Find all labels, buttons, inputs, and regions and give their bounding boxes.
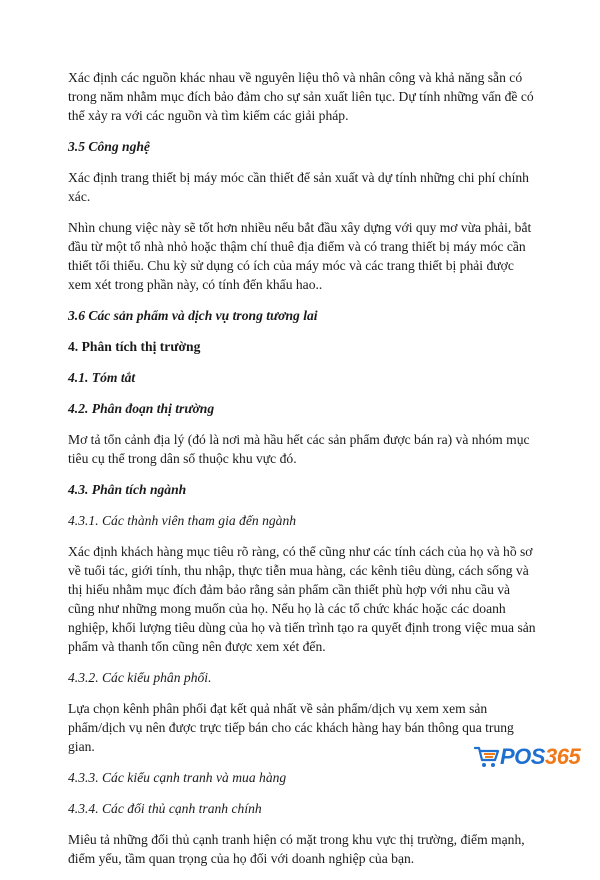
heading-4-3-3: 4.3.3. Các kiểu cạnh tranh và mua hàng bbox=[68, 770, 287, 785]
cart-icon bbox=[474, 745, 500, 769]
heading-4-3-2: 4.3.2. Các kiểu phân phối. bbox=[68, 670, 212, 685]
heading-4-3: 4.3. Phân tích ngành bbox=[68, 482, 187, 497]
paragraph-competitors: Miêu tả những đối thủ cạnh tranh hiện có mặt trong khu vực thị trường, điểm mạnh, điểm yếu, tầm quan trọng của họ đối với doanh nghiệp của bạn. bbox=[68, 832, 525, 866]
heading-4-3-1: 4.3.1. Các thành viên tham gia đến ngành bbox=[68, 513, 297, 528]
paragraph-equipment: Xác định trang thiết bị máy móc cần thiết để sản xuất và dự tính những chi phí chính xác. bbox=[68, 170, 529, 204]
pos365-logo bbox=[474, 743, 592, 771]
logo-text: POS bbox=[500, 744, 545, 769]
paragraph-distribution: Lựa chọn kênh phân phối đạt kết quả nhất về sản phẩm/dịch vụ xem xem sản phẩm/dịch vụ nên được trực tiếp bán cho các khách hàng hay bán thông qua trung gian. bbox=[68, 701, 514, 754]
logo-number: 365 bbox=[544, 744, 581, 769]
heading-4: 4. Phân tích thị trường bbox=[68, 339, 201, 354]
paragraph-scale: Nhìn chung việc này sẽ tốt hơn nhiều nếu bắt đầu xây dựng với quy mơ vừa phải, bắt đầu từ một tổ nhà nhỏ hoặc thậm chí thuê địa điểm và có trang thiết bị máy móc cần thiết tối thiểu. Chu kỳ sử dụng có ích của máy móc và các trang thiết bị phải được xem xét trong phần này, có tính đến khấu hao.. bbox=[68, 220, 532, 292]
heading-3-5: 3.5 Công nghệ bbox=[68, 139, 150, 154]
heading-4-1: 4.1. Tóm tắt bbox=[68, 370, 136, 385]
paragraph-resources: Xác định các nguồn khác nhau về nguyên liệu thô và nhân công và khả năng sẵn có trong năm nhằm mục đích bảo đảm cho sự sản xuất liên tục. Dự tính những vấn đề có thể xảy ra với các nguồn và tìm kiếm các giải pháp. bbox=[68, 70, 534, 123]
heading-4-2: 4.2. Phân đoạn thị trường bbox=[68, 401, 215, 416]
logo-wordmark bbox=[500, 744, 580, 770]
paragraph-geography: Mơ tả tổn cảnh địa lý (đó là nơi mà hầu hết các sản phẩm được bán ra) và nhóm mục tiêu cụ thể trong dân số thuộc khu vực đó. bbox=[68, 432, 530, 466]
heading-4-3-4: 4.3.4. Các đối thủ cạnh tranh chính bbox=[68, 801, 262, 816]
heading-3-6: 3.6 Các sản phẩm và dịch vụ trong tương lai bbox=[68, 308, 318, 323]
document-body bbox=[68, 68, 538, 880]
paragraph-target-customers: Xác định khách hàng mục tiêu rõ ràng, có thể cũng như các tính cách của họ và hồ sơ về tuổi tác, giới tính, thu nhập, thực tiễn mua hàng, các kênh tiêu dùng, cách sống và thị hiếu nhằm mục đích đảm bảo rằng sản phẩm cần thiết phù hợp với nhu cầu và cũng như những mong muốn của họ. Nếu họ là các tổ chức khác hoặc các doanh nghiệp, khối lượng tiêu dùng của họ và tiến trình tạo ra quyết định trong việc mua sản phẩm và thanh tốn cũng nên được xem xét đến. bbox=[68, 544, 536, 654]
